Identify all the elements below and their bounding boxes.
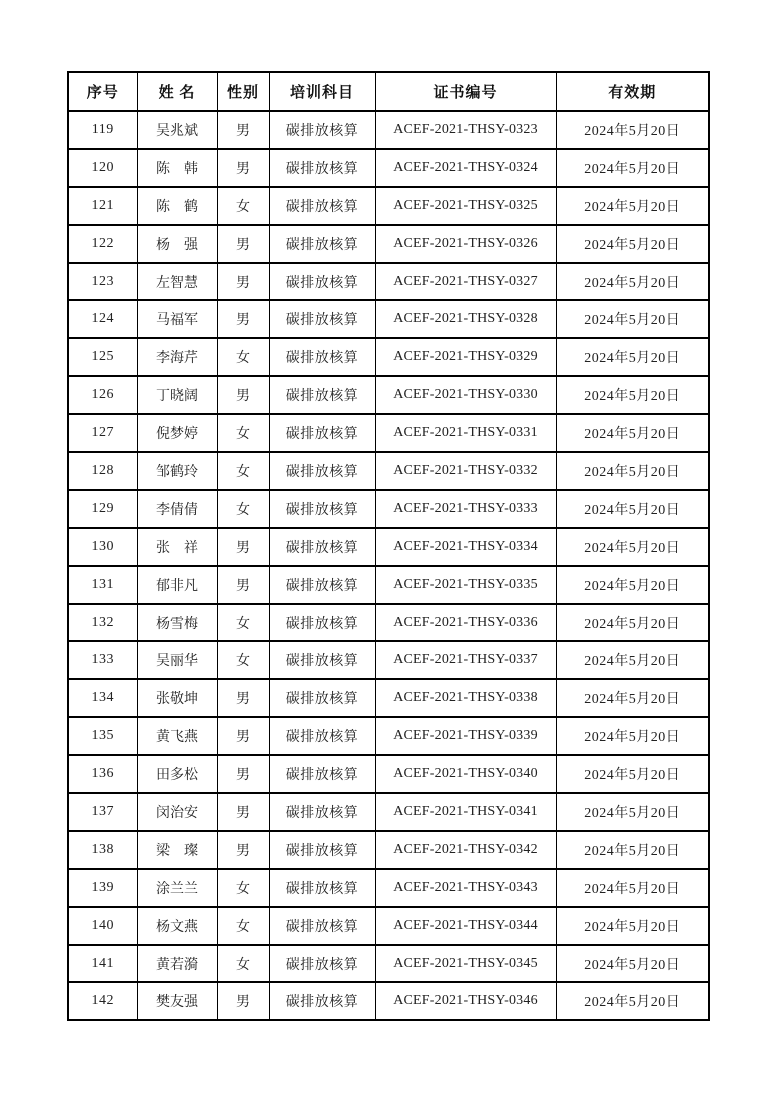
cell-name: 邹鹤玲 xyxy=(137,452,217,490)
cell-validity: 2024年5月20日 xyxy=(556,755,709,793)
cell-serial-number: 129 xyxy=(68,490,137,528)
cell-certificate-no: ACEF-2021-THSY-0339 xyxy=(375,717,556,755)
cell-validity: 2024年5月20日 xyxy=(556,490,709,528)
cell-gender: 男 xyxy=(217,263,269,301)
cell-training-subject: 碳排放核算 xyxy=(269,679,375,717)
cell-name: 左智慧 xyxy=(137,263,217,301)
table-row xyxy=(68,452,709,490)
cell-validity: 2024年5月20日 xyxy=(556,982,709,1020)
cell-name: 李倩倩 xyxy=(137,490,217,528)
cell-gender: 男 xyxy=(217,793,269,831)
table-row xyxy=(68,490,709,528)
cell-name: 马福军 xyxy=(137,300,217,338)
cell-serial-number: 135 xyxy=(68,717,137,755)
cell-gender: 男 xyxy=(217,149,269,187)
cell-gender: 女 xyxy=(217,452,269,490)
header-validity: 有效期 xyxy=(556,72,709,111)
cell-training-subject: 碳排放核算 xyxy=(269,263,375,301)
table-header xyxy=(68,72,709,111)
cell-gender: 女 xyxy=(217,869,269,907)
cell-gender: 男 xyxy=(217,755,269,793)
table-row xyxy=(68,679,709,717)
cell-serial-number: 130 xyxy=(68,528,137,566)
cell-gender: 男 xyxy=(217,225,269,263)
cell-name: 梁 璨 xyxy=(137,831,217,869)
cell-gender: 女 xyxy=(217,945,269,983)
cell-training-subject: 碳排放核算 xyxy=(269,414,375,452)
cell-certificate-no: ACEF-2021-THSY-0327 xyxy=(375,263,556,301)
table-row xyxy=(68,869,709,907)
cell-gender: 男 xyxy=(217,300,269,338)
cell-certificate-no: ACEF-2021-THSY-0340 xyxy=(375,755,556,793)
table-row xyxy=(68,187,709,225)
cell-certificate-no: ACEF-2021-THSY-0335 xyxy=(375,566,556,604)
cell-validity: 2024年5月20日 xyxy=(556,831,709,869)
cell-name: 田多松 xyxy=(137,755,217,793)
cell-training-subject: 碳排放核算 xyxy=(269,907,375,945)
table-row xyxy=(68,149,709,187)
cell-training-subject: 碳排放核算 xyxy=(269,187,375,225)
cell-gender: 女 xyxy=(217,490,269,528)
table-row xyxy=(68,566,709,604)
cell-serial-number: 120 xyxy=(68,149,137,187)
cell-name: 吴兆斌 xyxy=(137,111,217,149)
cell-serial-number: 142 xyxy=(68,982,137,1020)
cell-gender: 男 xyxy=(217,528,269,566)
cell-serial-number: 123 xyxy=(68,263,137,301)
cell-gender: 男 xyxy=(217,717,269,755)
certificate-roster-table xyxy=(67,71,710,1021)
cell-validity: 2024年5月20日 xyxy=(556,187,709,225)
cell-training-subject: 碳排放核算 xyxy=(269,945,375,983)
cell-training-subject: 碳排放核算 xyxy=(269,490,375,528)
cell-validity: 2024年5月20日 xyxy=(556,717,709,755)
cell-name: 樊友强 xyxy=(137,982,217,1020)
header-name: 姓 名 xyxy=(137,72,217,111)
cell-serial-number: 140 xyxy=(68,907,137,945)
cell-certificate-no: ACEF-2021-THSY-0332 xyxy=(375,452,556,490)
table-row xyxy=(68,225,709,263)
cell-serial-number: 132 xyxy=(68,604,137,642)
table-row xyxy=(68,300,709,338)
cell-certificate-no: ACEF-2021-THSY-0344 xyxy=(375,907,556,945)
cell-training-subject: 碳排放核算 xyxy=(269,793,375,831)
cell-training-subject: 碳排放核算 xyxy=(269,831,375,869)
table-row xyxy=(68,338,709,376)
cell-gender: 女 xyxy=(217,338,269,376)
cell-name: 涂兰兰 xyxy=(137,869,217,907)
cell-serial-number: 139 xyxy=(68,869,137,907)
cell-name: 郁非凡 xyxy=(137,566,217,604)
cell-serial-number: 128 xyxy=(68,452,137,490)
cell-training-subject: 碳排放核算 xyxy=(269,528,375,566)
header-gender: 性别 xyxy=(217,72,269,111)
cell-certificate-no: ACEF-2021-THSY-0324 xyxy=(375,149,556,187)
cell-name: 杨 强 xyxy=(137,225,217,263)
cell-validity: 2024年5月20日 xyxy=(556,149,709,187)
cell-certificate-no: ACEF-2021-THSY-0342 xyxy=(375,831,556,869)
header-row xyxy=(68,72,709,111)
cell-training-subject: 碳排放核算 xyxy=(269,566,375,604)
cell-training-subject: 碳排放核算 xyxy=(269,338,375,376)
cell-validity: 2024年5月20日 xyxy=(556,376,709,414)
table-row xyxy=(68,376,709,414)
cell-name: 杨文燕 xyxy=(137,907,217,945)
cell-certificate-no: ACEF-2021-THSY-0337 xyxy=(375,641,556,679)
cell-training-subject: 碳排放核算 xyxy=(269,982,375,1020)
cell-validity: 2024年5月20日 xyxy=(556,566,709,604)
cell-validity: 2024年5月20日 xyxy=(556,414,709,452)
table-row xyxy=(68,263,709,301)
cell-certificate-no: ACEF-2021-THSY-0343 xyxy=(375,869,556,907)
cell-gender: 女 xyxy=(217,907,269,945)
table-row xyxy=(68,831,709,869)
cell-training-subject: 碳排放核算 xyxy=(269,225,375,263)
table-row xyxy=(68,755,709,793)
cell-serial-number: 133 xyxy=(68,641,137,679)
cell-serial-number: 137 xyxy=(68,793,137,831)
cell-certificate-no: ACEF-2021-THSY-0345 xyxy=(375,945,556,983)
cell-training-subject: 碳排放核算 xyxy=(269,111,375,149)
table-row xyxy=(68,717,709,755)
cell-training-subject: 碳排放核算 xyxy=(269,376,375,414)
cell-serial-number: 125 xyxy=(68,338,137,376)
cell-gender: 男 xyxy=(217,679,269,717)
table-body xyxy=(68,111,709,1020)
cell-name: 李海芹 xyxy=(137,338,217,376)
cell-name: 陈 韩 xyxy=(137,149,217,187)
cell-gender: 女 xyxy=(217,604,269,642)
table-row xyxy=(68,414,709,452)
cell-name: 丁晓阔 xyxy=(137,376,217,414)
cell-name: 张敬坤 xyxy=(137,679,217,717)
cell-validity: 2024年5月20日 xyxy=(556,300,709,338)
cell-validity: 2024年5月20日 xyxy=(556,641,709,679)
cell-serial-number: 131 xyxy=(68,566,137,604)
cell-gender: 男 xyxy=(217,982,269,1020)
cell-certificate-no: ACEF-2021-THSY-0329 xyxy=(375,338,556,376)
cell-training-subject: 碳排放核算 xyxy=(269,452,375,490)
cell-validity: 2024年5月20日 xyxy=(556,793,709,831)
cell-gender: 女 xyxy=(217,641,269,679)
cell-certificate-no: ACEF-2021-THSY-0328 xyxy=(375,300,556,338)
cell-gender: 女 xyxy=(217,414,269,452)
cell-validity: 2024年5月20日 xyxy=(556,907,709,945)
cell-validity: 2024年5月20日 xyxy=(556,111,709,149)
cell-validity: 2024年5月20日 xyxy=(556,225,709,263)
cell-validity: 2024年5月20日 xyxy=(556,945,709,983)
cell-serial-number: 136 xyxy=(68,755,137,793)
cell-certificate-no: ACEF-2021-THSY-0338 xyxy=(375,679,556,717)
header-serial-number: 序号 xyxy=(68,72,137,111)
cell-certificate-no: ACEF-2021-THSY-0334 xyxy=(375,528,556,566)
cell-validity: 2024年5月20日 xyxy=(556,528,709,566)
cell-validity: 2024年5月20日 xyxy=(556,452,709,490)
cell-name: 倪梦婷 xyxy=(137,414,217,452)
cell-validity: 2024年5月20日 xyxy=(556,869,709,907)
cell-name: 黄若漪 xyxy=(137,945,217,983)
cell-certificate-no: ACEF-2021-THSY-0336 xyxy=(375,604,556,642)
cell-serial-number: 126 xyxy=(68,376,137,414)
cell-serial-number: 141 xyxy=(68,945,137,983)
cell-certificate-no: ACEF-2021-THSY-0346 xyxy=(375,982,556,1020)
cell-gender: 男 xyxy=(217,111,269,149)
cell-certificate-no: ACEF-2021-THSY-0326 xyxy=(375,225,556,263)
table-row xyxy=(68,111,709,149)
table-row xyxy=(68,793,709,831)
table-row xyxy=(68,528,709,566)
cell-name: 吴丽华 xyxy=(137,641,217,679)
table-row xyxy=(68,641,709,679)
cell-name: 陈 鹤 xyxy=(137,187,217,225)
cell-certificate-no: ACEF-2021-THSY-0325 xyxy=(375,187,556,225)
header-certificate-no: 证书编号 xyxy=(375,72,556,111)
cell-name: 闵治安 xyxy=(137,793,217,831)
table-row xyxy=(68,982,709,1020)
cell-certificate-no: ACEF-2021-THSY-0330 xyxy=(375,376,556,414)
cell-serial-number: 124 xyxy=(68,300,137,338)
cell-training-subject: 碳排放核算 xyxy=(269,149,375,187)
cell-certificate-no: ACEF-2021-THSY-0341 xyxy=(375,793,556,831)
cell-training-subject: 碳排放核算 xyxy=(269,869,375,907)
cell-gender: 男 xyxy=(217,376,269,414)
cell-serial-number: 134 xyxy=(68,679,137,717)
cell-validity: 2024年5月20日 xyxy=(556,338,709,376)
cell-validity: 2024年5月20日 xyxy=(556,263,709,301)
cell-certificate-no: ACEF-2021-THSY-0331 xyxy=(375,414,556,452)
cell-certificate-no: ACEF-2021-THSY-0323 xyxy=(375,111,556,149)
cell-certificate-no: ACEF-2021-THSY-0333 xyxy=(375,490,556,528)
table-row xyxy=(68,604,709,642)
cell-training-subject: 碳排放核算 xyxy=(269,300,375,338)
cell-gender: 男 xyxy=(217,831,269,869)
cell-training-subject: 碳排放核算 xyxy=(269,604,375,642)
cell-serial-number: 119 xyxy=(68,111,137,149)
cell-gender: 男 xyxy=(217,566,269,604)
cell-name: 杨雪梅 xyxy=(137,604,217,642)
cell-name: 黄飞燕 xyxy=(137,717,217,755)
cell-serial-number: 121 xyxy=(68,187,137,225)
cell-gender: 女 xyxy=(217,187,269,225)
cell-training-subject: 碳排放核算 xyxy=(269,755,375,793)
cell-training-subject: 碳排放核算 xyxy=(269,641,375,679)
cell-training-subject: 碳排放核算 xyxy=(269,717,375,755)
cell-serial-number: 122 xyxy=(68,225,137,263)
cell-validity: 2024年5月20日 xyxy=(556,679,709,717)
cell-serial-number: 127 xyxy=(68,414,137,452)
header-training-subject: 培训科目 xyxy=(269,72,375,111)
table-row xyxy=(68,907,709,945)
cell-name: 张 祥 xyxy=(137,528,217,566)
cell-serial-number: 138 xyxy=(68,831,137,869)
cell-validity: 2024年5月20日 xyxy=(556,604,709,642)
table-row xyxy=(68,945,709,983)
